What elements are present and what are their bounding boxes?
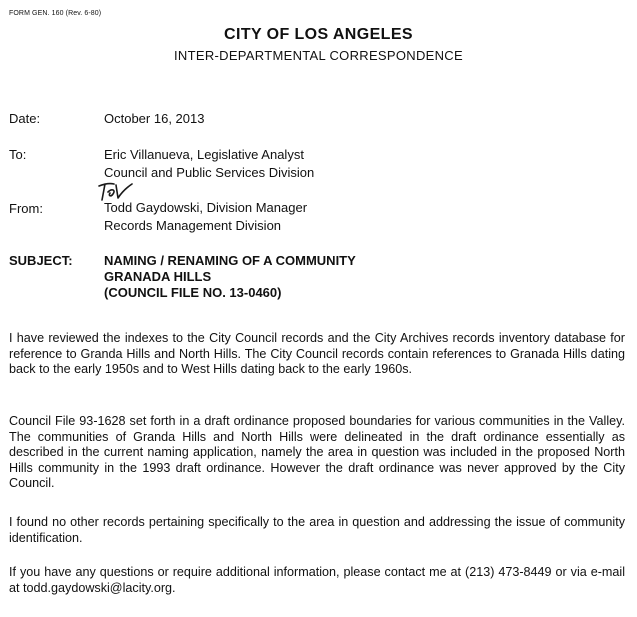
- from-line-2: Records Management Division: [104, 218, 282, 233]
- to-label: To:: [9, 147, 27, 162]
- date-value: October 16, 2013: [104, 111, 205, 126]
- to-line-2: Council and Public Services Division: [104, 165, 315, 180]
- subject-line-3: (COUNCIL FILE NO. 13-0460): [104, 285, 282, 300]
- date-label: Date:: [9, 111, 41, 126]
- subject-label: SUBJECT:: [9, 253, 73, 268]
- subject-line-2: GRANADA HILLS: [104, 269, 212, 284]
- from-block: [104, 199, 307, 235]
- body-paragraph-1: I have reviewed the indexes to the City Council records and the City Archives records inventory database for reference to Granda Hills and North Hills. The City Council records contain references to Granada Hills dating back to the early 1950s and to West Hills dating back to the early 1960s.: [9, 331, 625, 376]
- to-line-1: Eric Villanueva, Legislative Analyst: [104, 147, 304, 162]
- to-block: [104, 146, 314, 182]
- city-title: CITY OF LOS ANGELES: [224, 26, 413, 43]
- correspondence-subtitle: INTER-DEPARTMENTAL CORRESPONDENCE: [174, 48, 463, 63]
- subject-block: [104, 253, 356, 301]
- from-line-1: Todd Gaydowski, Division Manager: [104, 200, 308, 215]
- body-paragraph-2: Council File 93-1628 set forth in a draft ordinance proposed boundaries for various communities in the Valley. The communities of Granda Hills and North Hills were delineated in the draft ordinance essentially as described in the current naming application, namely the area in question was included in the proposed North Hills community in the 1993 draft ordinance. However the draft ordinance was never approved by the City Council.: [9, 414, 625, 490]
- body-paragraph-3: I found no other records pertaining specifically to the area in question and addressing the issue of community identification.: [9, 515, 625, 545]
- body-paragraph-4: If you have any questions or require additional information, please contact me at (213) 473-8449 or via e-mail at todd.gaydowski@lacity.org.: [9, 565, 625, 595]
- form-id: FORM GEN. 160 (Rev. 6-80): [9, 10, 102, 17]
- subject-line-1: NAMING / RENAMING OF A COMMUNITY: [104, 253, 356, 268]
- from-label: From:: [9, 201, 43, 216]
